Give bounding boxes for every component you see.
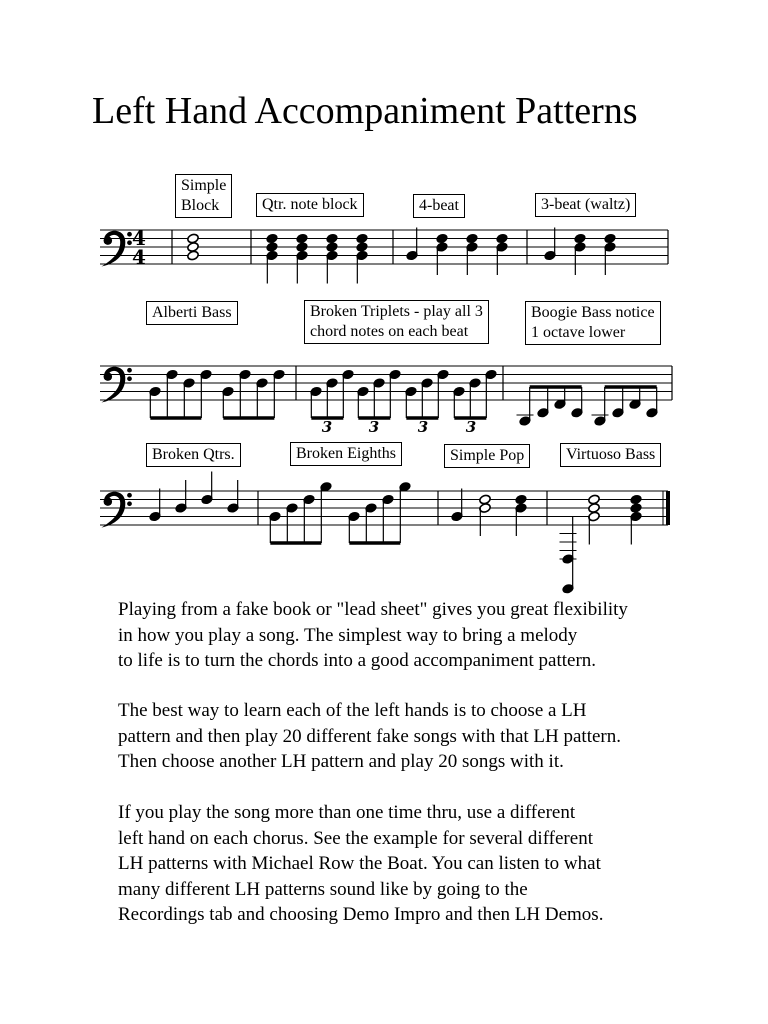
label-alberti-bass: Alberti Bass <box>146 301 238 325</box>
note-head <box>356 242 369 253</box>
label-boogie-bass-line-2: 1 octave lower <box>531 324 626 341</box>
triplet-mark: 3 <box>417 418 429 436</box>
text-line: Then choose another LH pattern and play 20 songs with it. <box>118 751 564 772</box>
triplet-mark: 3 <box>368 418 380 436</box>
bass-clef-dot <box>127 493 132 498</box>
label-broken-triplets-line-1: Broken Triplets - play all 3 <box>310 303 483 320</box>
bass-clef-icon <box>104 497 113 506</box>
bass-clef-icon <box>104 372 113 381</box>
label-boogie-bass-line-1: Boogie Bass notice <box>531 304 655 321</box>
staff-system-2 <box>100 366 672 436</box>
staff-system-3 <box>100 472 668 595</box>
time-signature-top: 4 <box>132 226 146 250</box>
label-simple-block-line-2: Block <box>181 197 220 214</box>
note-head <box>356 233 369 244</box>
label-broken-qtrs: Broken Qtrs. <box>146 443 241 467</box>
bass-clef-icon <box>104 236 113 245</box>
bass-clef-dot <box>127 368 132 373</box>
text-line: in how you play a song. The simplest way to bring a melody <box>118 624 578 646</box>
note-head <box>588 494 601 505</box>
bass-clef-icon <box>101 492 125 528</box>
bass-clef-icon <box>101 231 125 267</box>
note-head <box>479 494 492 505</box>
note-head <box>326 242 339 253</box>
bass-clef-dot <box>127 376 132 381</box>
text-line: to life is to turn the chords into a good accompaniment pattern. <box>118 650 597 671</box>
note-head <box>266 233 279 244</box>
paragraph-2 <box>118 698 718 775</box>
staff-system-1 <box>100 226 668 284</box>
text-line: Recordings tab and choosing Demo Impro and then LH Demos. <box>118 904 604 925</box>
note-head <box>466 233 479 244</box>
note-head <box>515 494 528 505</box>
bass-clef-icon <box>101 367 125 403</box>
triplet-mark: 3 <box>321 418 333 436</box>
label-simple-block-line-1: Simple <box>181 177 227 194</box>
note-head <box>630 494 643 505</box>
note-head <box>296 242 309 253</box>
note-head <box>604 233 617 244</box>
note-head <box>630 503 643 514</box>
label-simple-pop: Simple Pop <box>444 444 530 468</box>
note-head <box>296 233 309 244</box>
note-head <box>266 242 279 253</box>
label-qtr-note-block: Qtr. note block <box>256 193 364 217</box>
paragraph-3 <box>118 800 718 928</box>
label-broken-triplets-line-2: chord notes on each beat <box>310 323 469 340</box>
label-four-beat: 4-beat <box>413 194 465 218</box>
text-line: pattern and then play 20 different fake songs with that LH pattern. <box>118 725 621 747</box>
note-head <box>187 233 200 244</box>
text-line: Playing from a fake book or "lead sheet" gives you great flexibility <box>118 599 628 620</box>
note-head <box>496 233 509 244</box>
label-virtuoso-bass: Virtuoso Bass <box>560 443 661 467</box>
text-line: If you play the song more than one time thru, use a different <box>118 802 576 823</box>
paragraph-1 <box>118 597 718 674</box>
note-head <box>436 233 449 244</box>
bass-clef-dot <box>127 501 132 506</box>
time-signature-bottom: 4 <box>132 245 146 269</box>
note-head <box>326 233 339 244</box>
note-head <box>574 233 587 244</box>
text-line: The best way to learn each of the left hands is to choose a LH <box>118 700 587 721</box>
text-line: left hand on each chorus. See the example for several different <box>118 827 593 849</box>
page-title: Left Hand Accompaniment Patterns <box>92 90 638 132</box>
triplet-mark: 3 <box>465 418 477 436</box>
label-three-beat: 3-beat (waltz) <box>535 193 636 217</box>
label-broken-eighths: Broken Eighths <box>290 442 402 466</box>
text-line: LH patterns with Michael Row the Boat. You can listen to what <box>118 853 601 874</box>
text-line: many different LH patterns sound like by going to the <box>118 878 528 900</box>
